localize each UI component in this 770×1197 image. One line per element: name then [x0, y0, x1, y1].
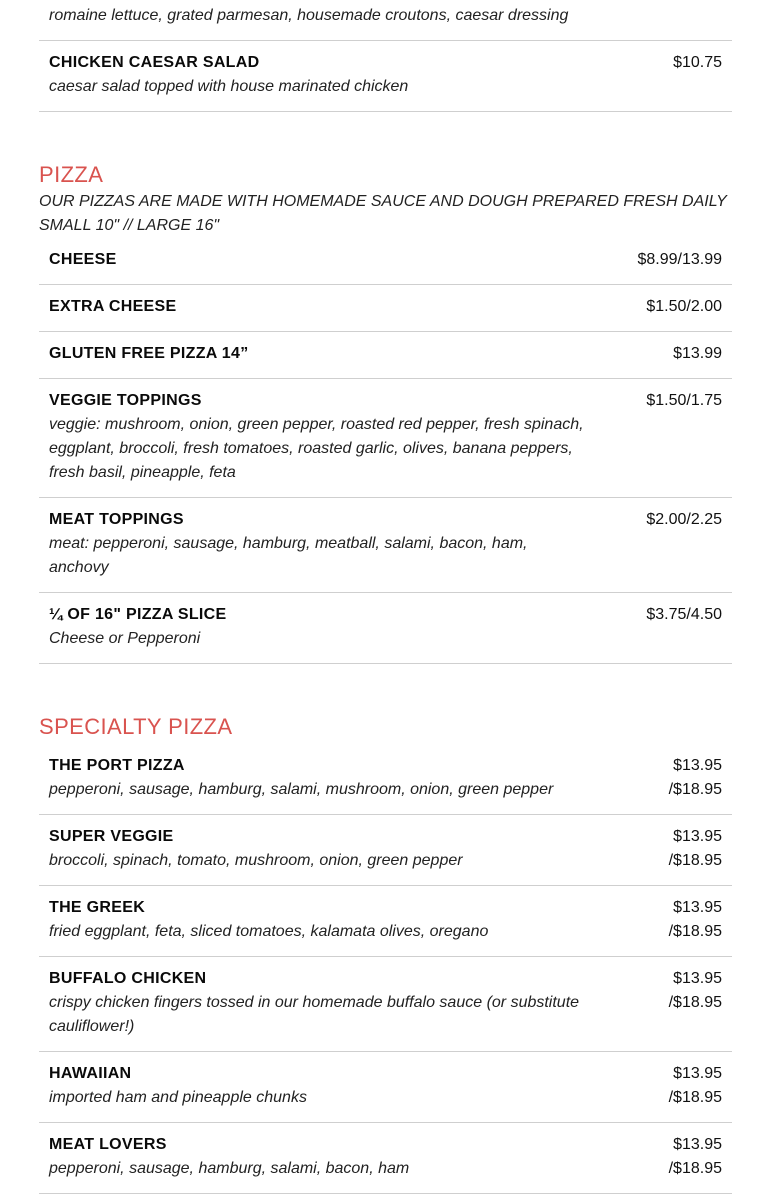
section-title: PIZZA: [39, 162, 104, 187]
item-name: THE GREEK: [49, 899, 146, 916]
menu-page: [39, 0, 732, 1194]
menu-item: [39, 238, 732, 285]
item-description: caesar salad topped with house marinated chicken: [49, 78, 409, 95]
price-small: $13.95: [673, 1065, 722, 1082]
item-name: VEGGIE TOPPINGS: [49, 392, 202, 409]
menu-item: [39, 1123, 732, 1194]
price-large: /$18.95: [668, 852, 722, 869]
menu-item-caesar-fragment: [39, 0, 732, 41]
item-name: CHICKEN CAESAR SALAD: [49, 54, 260, 71]
price-large: /$18.95: [668, 1089, 722, 1106]
price-small: $13.95: [673, 970, 722, 987]
section-pizza: [39, 162, 732, 664]
menu-item: [39, 498, 732, 593]
menu-item: [39, 593, 732, 664]
item-price: [669, 754, 722, 802]
price-small: $13.95: [673, 828, 722, 845]
item-price: [669, 1133, 722, 1181]
item-price: $10.75: [673, 54, 722, 71]
item-name: EXTRA CHEESE: [49, 298, 177, 315]
specialty-list: [39, 744, 732, 1194]
menu-item: [39, 886, 732, 957]
item-name: CHEESE: [49, 251, 117, 268]
item-description: fried eggplant, feta, sliced tomatoes, kalamata olives, oregano: [49, 923, 489, 940]
item-description: romaine lettuce, grated parmesan, housemade croutons, caesar dressing: [49, 7, 569, 24]
menu-item: [39, 957, 732, 1052]
item-name: MEAT LOVERS: [49, 1136, 167, 1153]
menu-item: [39, 332, 732, 379]
menu-item-chicken-caesar: [39, 41, 732, 112]
menu-item: [39, 744, 732, 815]
item-description: pepperoni, sausage, hamburg, salami, mushroom, onion, green pepper: [49, 781, 554, 798]
price-large: /$18.95: [668, 994, 722, 1011]
item-price: $2.00/2.25: [646, 511, 722, 528]
item-description: crispy chicken fingers tossed in our homemade buffalo sauce (or substitute cauliflower!): [49, 994, 580, 1035]
item-name: SUPER VEGGIE: [49, 828, 174, 845]
item-name: BUFFALO CHICKEN: [49, 970, 207, 987]
item-price: [669, 967, 722, 1015]
price-large: /$18.95: [668, 781, 722, 798]
item-description: veggie: mushroom, onion, green pepper, roasted red pepper, fresh spinach, eggplant, broccoli, fresh tomatoes, roasted garlic, olives, banana peppers, fresh basil, pineapple, feta: [49, 416, 584, 481]
item-price: $3.75/4.50: [646, 606, 722, 623]
price-large: /$18.95: [668, 1160, 722, 1177]
menu-item: [39, 815, 732, 886]
item-description: Cheese or Pepperoni: [49, 630, 201, 647]
item-description: meat: pepperoni, sausage, hamburg, meatball, salami, bacon, ham, anchovy: [49, 535, 528, 576]
item-description: broccoli, spinach, tomato, mushroom, onion, green pepper: [49, 852, 463, 869]
item-description: pepperoni, sausage, hamburg, salami, bacon, ham: [49, 1160, 410, 1177]
section-title: SPECIALTY PIZZA: [39, 714, 233, 739]
item-name: HAWAIIAN: [49, 1065, 132, 1082]
price-small: $13.95: [673, 899, 722, 916]
item-description: imported ham and pineapple chunks: [49, 1089, 307, 1106]
item-price: [669, 1062, 722, 1110]
item-name: THE PORT PIZZA: [49, 757, 185, 774]
item-price: [669, 825, 722, 873]
item-price: $13.99: [673, 345, 722, 362]
price-small: $13.95: [673, 757, 722, 774]
item-price: $8.99/13.99: [637, 251, 722, 268]
item-price: $1.50/2.00: [646, 298, 722, 315]
price-small: $13.95: [673, 1136, 722, 1153]
menu-item: [39, 285, 732, 332]
menu-item: [39, 379, 732, 498]
item-price: [669, 896, 722, 944]
item-name: MEAT TOPPINGS: [49, 511, 184, 528]
item-name: GLUTEN FREE PIZZA 14”: [49, 345, 249, 362]
item-price: $1.50/1.75: [646, 392, 722, 409]
menu-item: [39, 1052, 732, 1123]
section-specialty-pizza: [39, 714, 732, 1194]
section-note: OUR PIZZAS ARE MADE WITH HOMEMADE SAUCE AND DOUGH PREPARED FRESH DAILY SMALL 10" // LARGE 16": [39, 193, 727, 234]
price-large: /$18.95: [668, 923, 722, 940]
item-name: ¼ OF 16" PIZZA SLICE: [49, 606, 227, 623]
pizza-list: [39, 238, 732, 664]
